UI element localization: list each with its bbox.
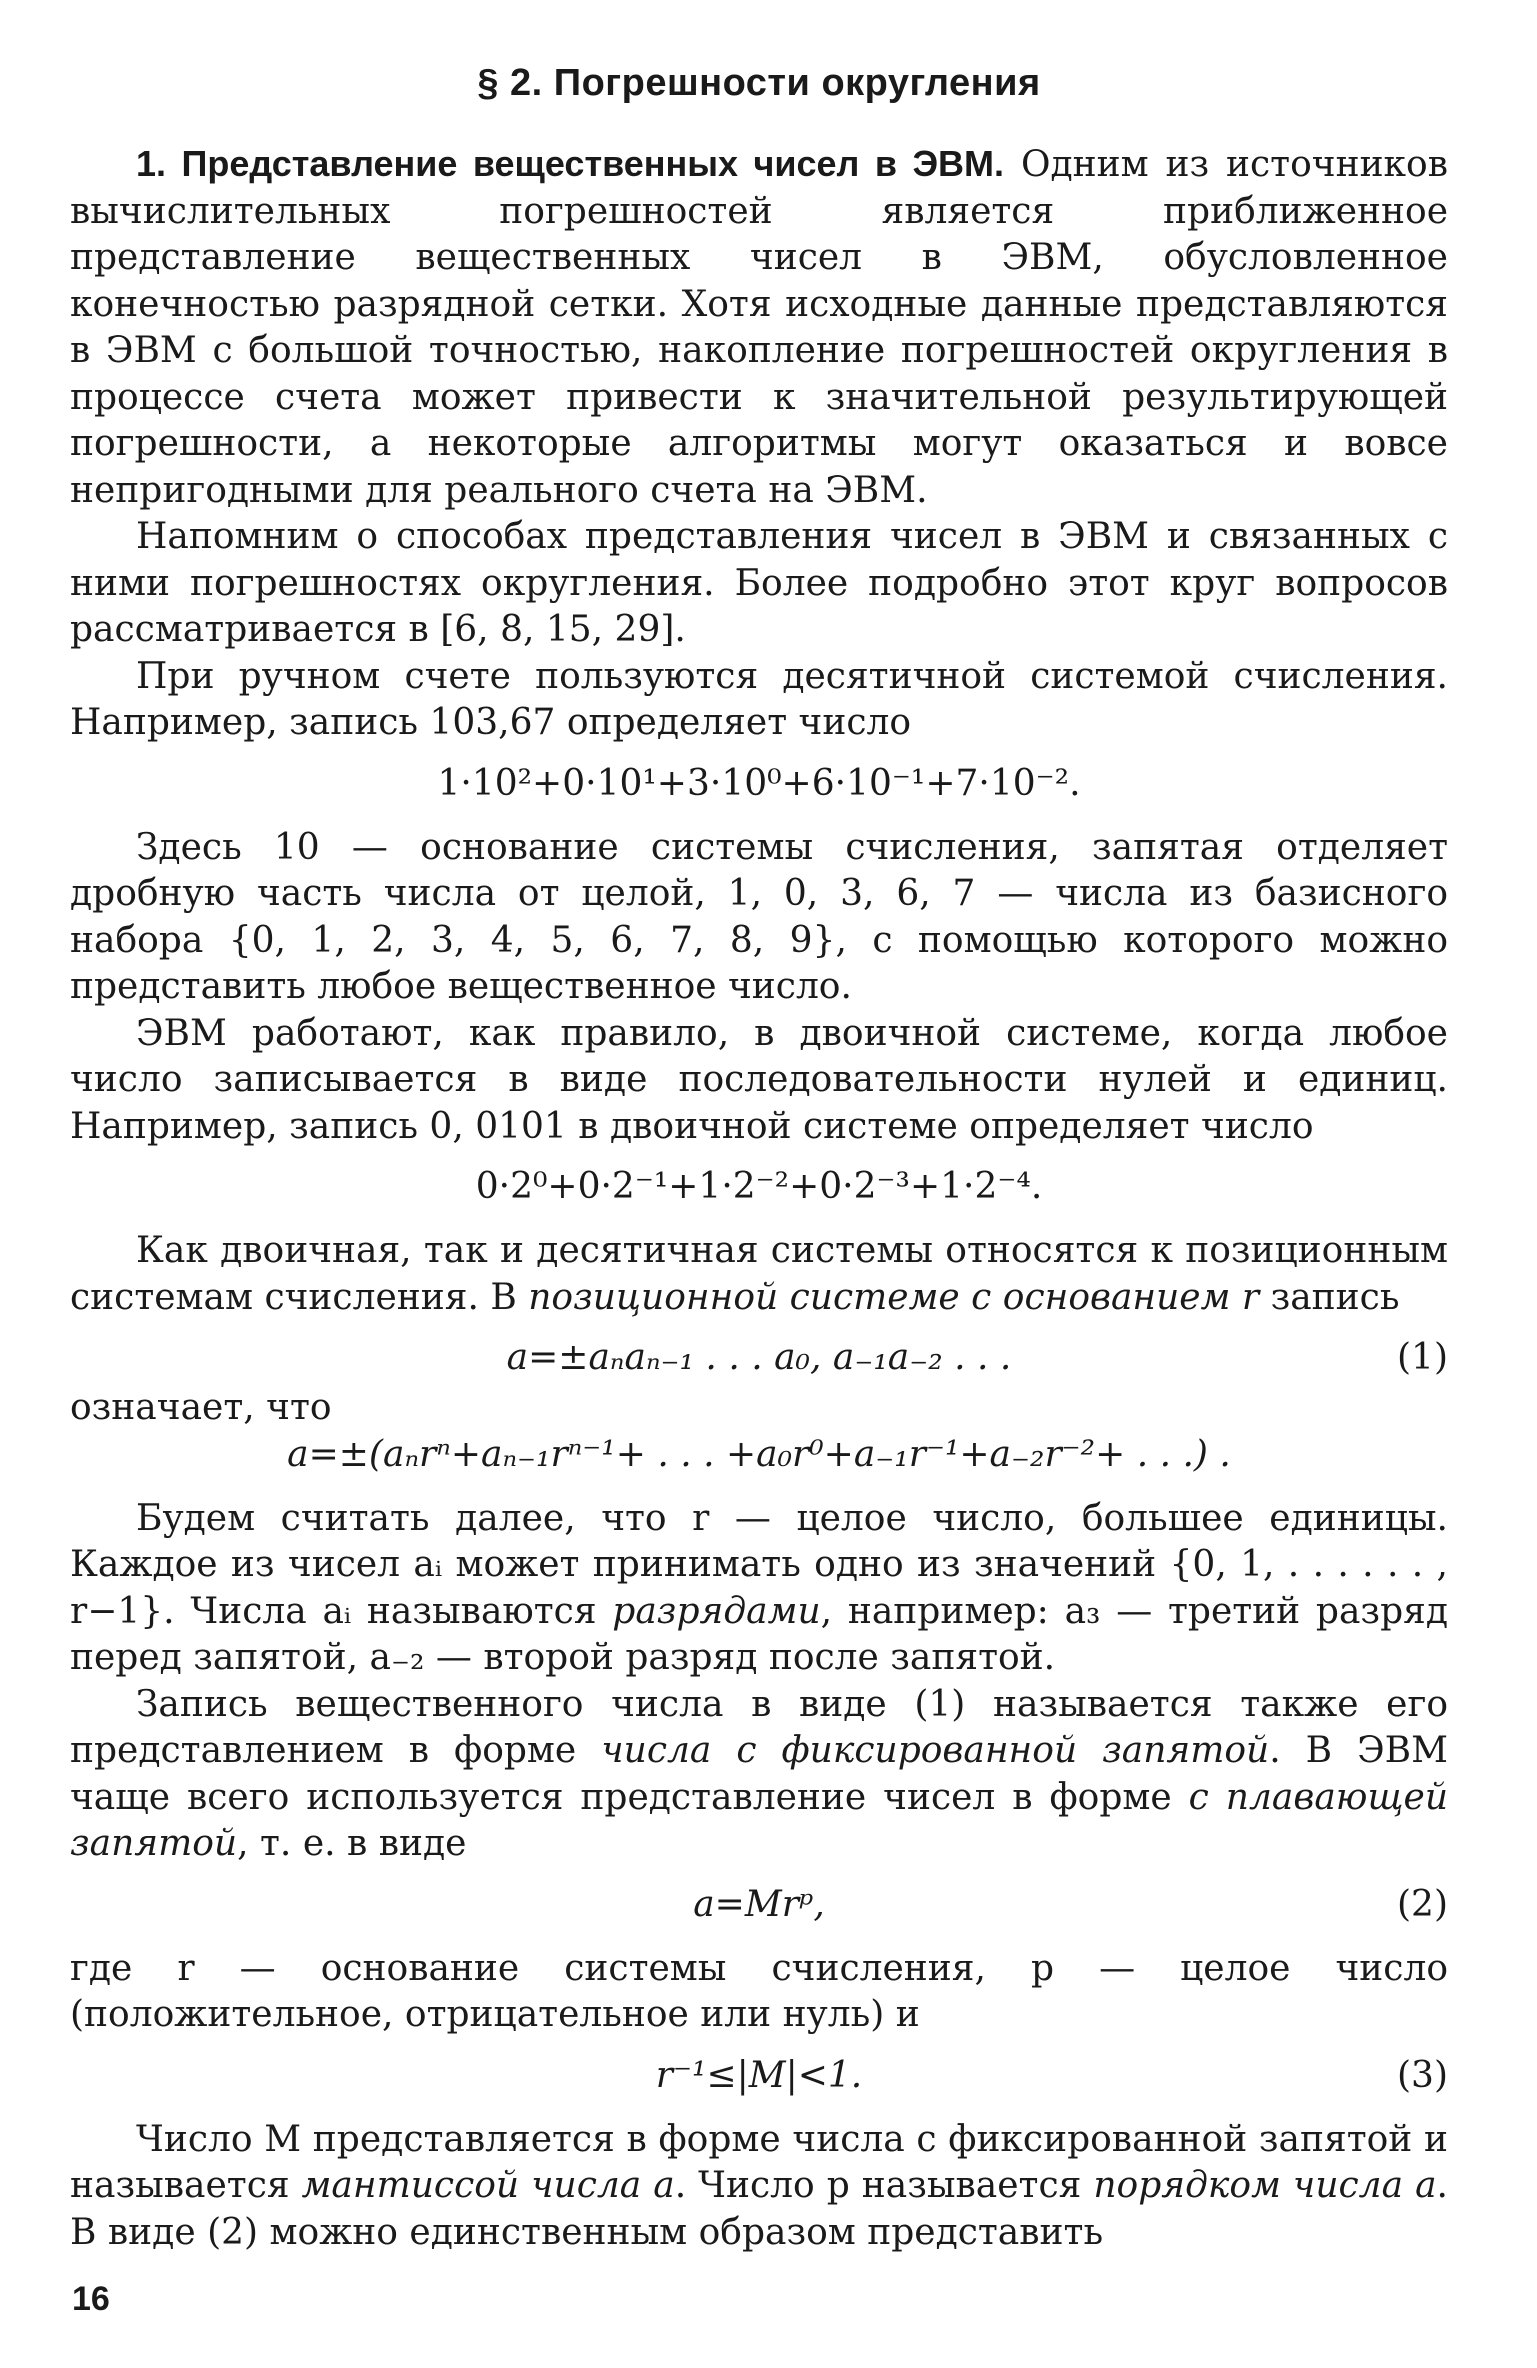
term-mantissa: мантиссой числа a: [301, 2165, 675, 2206]
formula-binary-expansion: 0·2⁰+0·2⁻¹+1·2⁻²+0·2⁻³+1·2⁻⁴.: [475, 1166, 1043, 1207]
paragraph-mantissa-middle: . Число p называется: [674, 2165, 1094, 2206]
paragraph-base-explanation: Здесь 10 — основание системы счисления, запятая отделяет дробную часть числа от целой, 1, 0, 3, 6, 7 — числа из базисного набора {0, 1, 2, 3, 4, 5, 6, 7, 8, 9}, с помощью которого можно представить любое вещественное число.: [70, 826, 1448, 1007]
section-title: § 2. Погрешности округления: [477, 62, 1041, 104]
paragraph-mantissa-end: . В виде (2) можно единственным образом представить: [70, 2165, 1448, 2253]
equation-number-3: (3): [1397, 2054, 1448, 2096]
page-content: [70, 62, 1448, 2256]
paragraph-positional-start: Как двоичная, так и десятичная системы относятся к позиционным системам счисления. В: [70, 1230, 1448, 1318]
term-fixed-point: числа с фиксированной запятой: [601, 1730, 1270, 1771]
paragraph-positional-end: запись: [1259, 1276, 1400, 1318]
paragraph-positional: [70, 1228, 1448, 1321]
term-digits: разрядами: [612, 1590, 821, 1632]
page-number: 16: [72, 2280, 110, 2318]
paragraph-fixed-floating: [70, 1682, 1448, 1868]
formula-expansion: a=±(aₙrⁿ+aₙ₋₁rⁿ⁻¹+ . . . +a₀r⁰+a₋₁r⁻¹+a₋₂r⁻²+ . . .) .: [287, 1433, 1231, 1475]
formula-3-body: r⁻¹≤|M|<1.: [655, 2054, 863, 2096]
formula-1: [70, 1335, 1448, 1381]
paragraph-fixed-end: , т. е. в виде: [237, 1823, 467, 1864]
paragraph-decimal: При ручном счете пользуются десятичной системой счисления. Например, запись 103,67 определяет число: [70, 655, 1448, 743]
formula-1-body: a=±aₙaₙ₋₁ . . . a₀, a₋₁a₋₂ . . .: [506, 1337, 1012, 1378]
paragraph-digits: [70, 1496, 1448, 1682]
paragraph-intro-text: Одним из источников вычислительных погрешностей является приближенное представление вещественных чисел в ЭВМ, обусловленное конечностью разрядной сетки. Хотя исходные данные представляются в ЭВМ с большой точностью, накопление погрешностей округления в процессе счета может привести к значительной результирующей погрешности, а некоторые алгоритмы могут оказаться и вовсе непригодными для реального счета на ЭВМ.: [70, 144, 1448, 511]
formula-2: [70, 1882, 1448, 1928]
paragraph-where-r: где r — основание системы счисления, p — целое число (положительное, отрицательное или нуль) и: [70, 1947, 1448, 2035]
term-exponent: порядком числа a: [1093, 2165, 1437, 2206]
paragraph-digits-end: , например: a₃ — третий разряд перед запятой, a₋₂ — второй разряд после запятой.: [70, 1590, 1448, 1678]
paragraph-reminder: Напомним о способах представления чисел в ЭВМ и связанных с ними погрешностях округления. Более подробно этот круг вопросов рассматривается в [6, 8, 15, 29].: [70, 516, 1448, 650]
formula-decimal-expansion: 1·10²+0·10¹+3·10⁰+6·10⁻¹+7·10⁻².: [437, 762, 1081, 804]
paragraph-fixed-start: Запись вещественного числа в виде (1) называется также его представлением в форме: [70, 1683, 1448, 1771]
term-floating-point: с плавающей запятой: [70, 1776, 1449, 1864]
subsection-heading: 1. Представление вещественных чисел в ЭВМ.: [136, 143, 1005, 184]
paragraph-mantissa: [70, 2117, 1448, 2257]
means-that-text: означает, что: [70, 1387, 332, 1428]
equation-number-2: (2): [1397, 1883, 1448, 1925]
formula-2-body: a=Mrᵖ,: [693, 1883, 825, 1925]
formula-3: [70, 2053, 1448, 2099]
paragraph-mantissa-start: Число M представляется в форме числа с фиксированной запятой и называется: [70, 2118, 1448, 2206]
term-positional-system: позиционной системе с основанием r: [528, 1276, 1260, 1318]
paragraph-digits-start: Будем считать далее, что r — целое число, большее единицы. Каждое из чисел aᵢ может принимать одно из значений {0, 1, . . . . . . , r−1}. Числа aᵢ называются: [70, 1497, 1448, 1632]
paragraph-intro: [70, 141, 1448, 514]
paragraph-fixed-middle: . В ЭВМ чаще всего используется представление чисел в форме: [70, 1730, 1448, 1818]
equation-number-1: (1): [1397, 1337, 1448, 1378]
paragraph-binary: ЭВМ работают, как правило, в двоичной системе, когда любое число записывается в виде последовательности нулей и единиц. Например, запись 0, 0101 в двоичной системе определяет число: [70, 1012, 1448, 1147]
